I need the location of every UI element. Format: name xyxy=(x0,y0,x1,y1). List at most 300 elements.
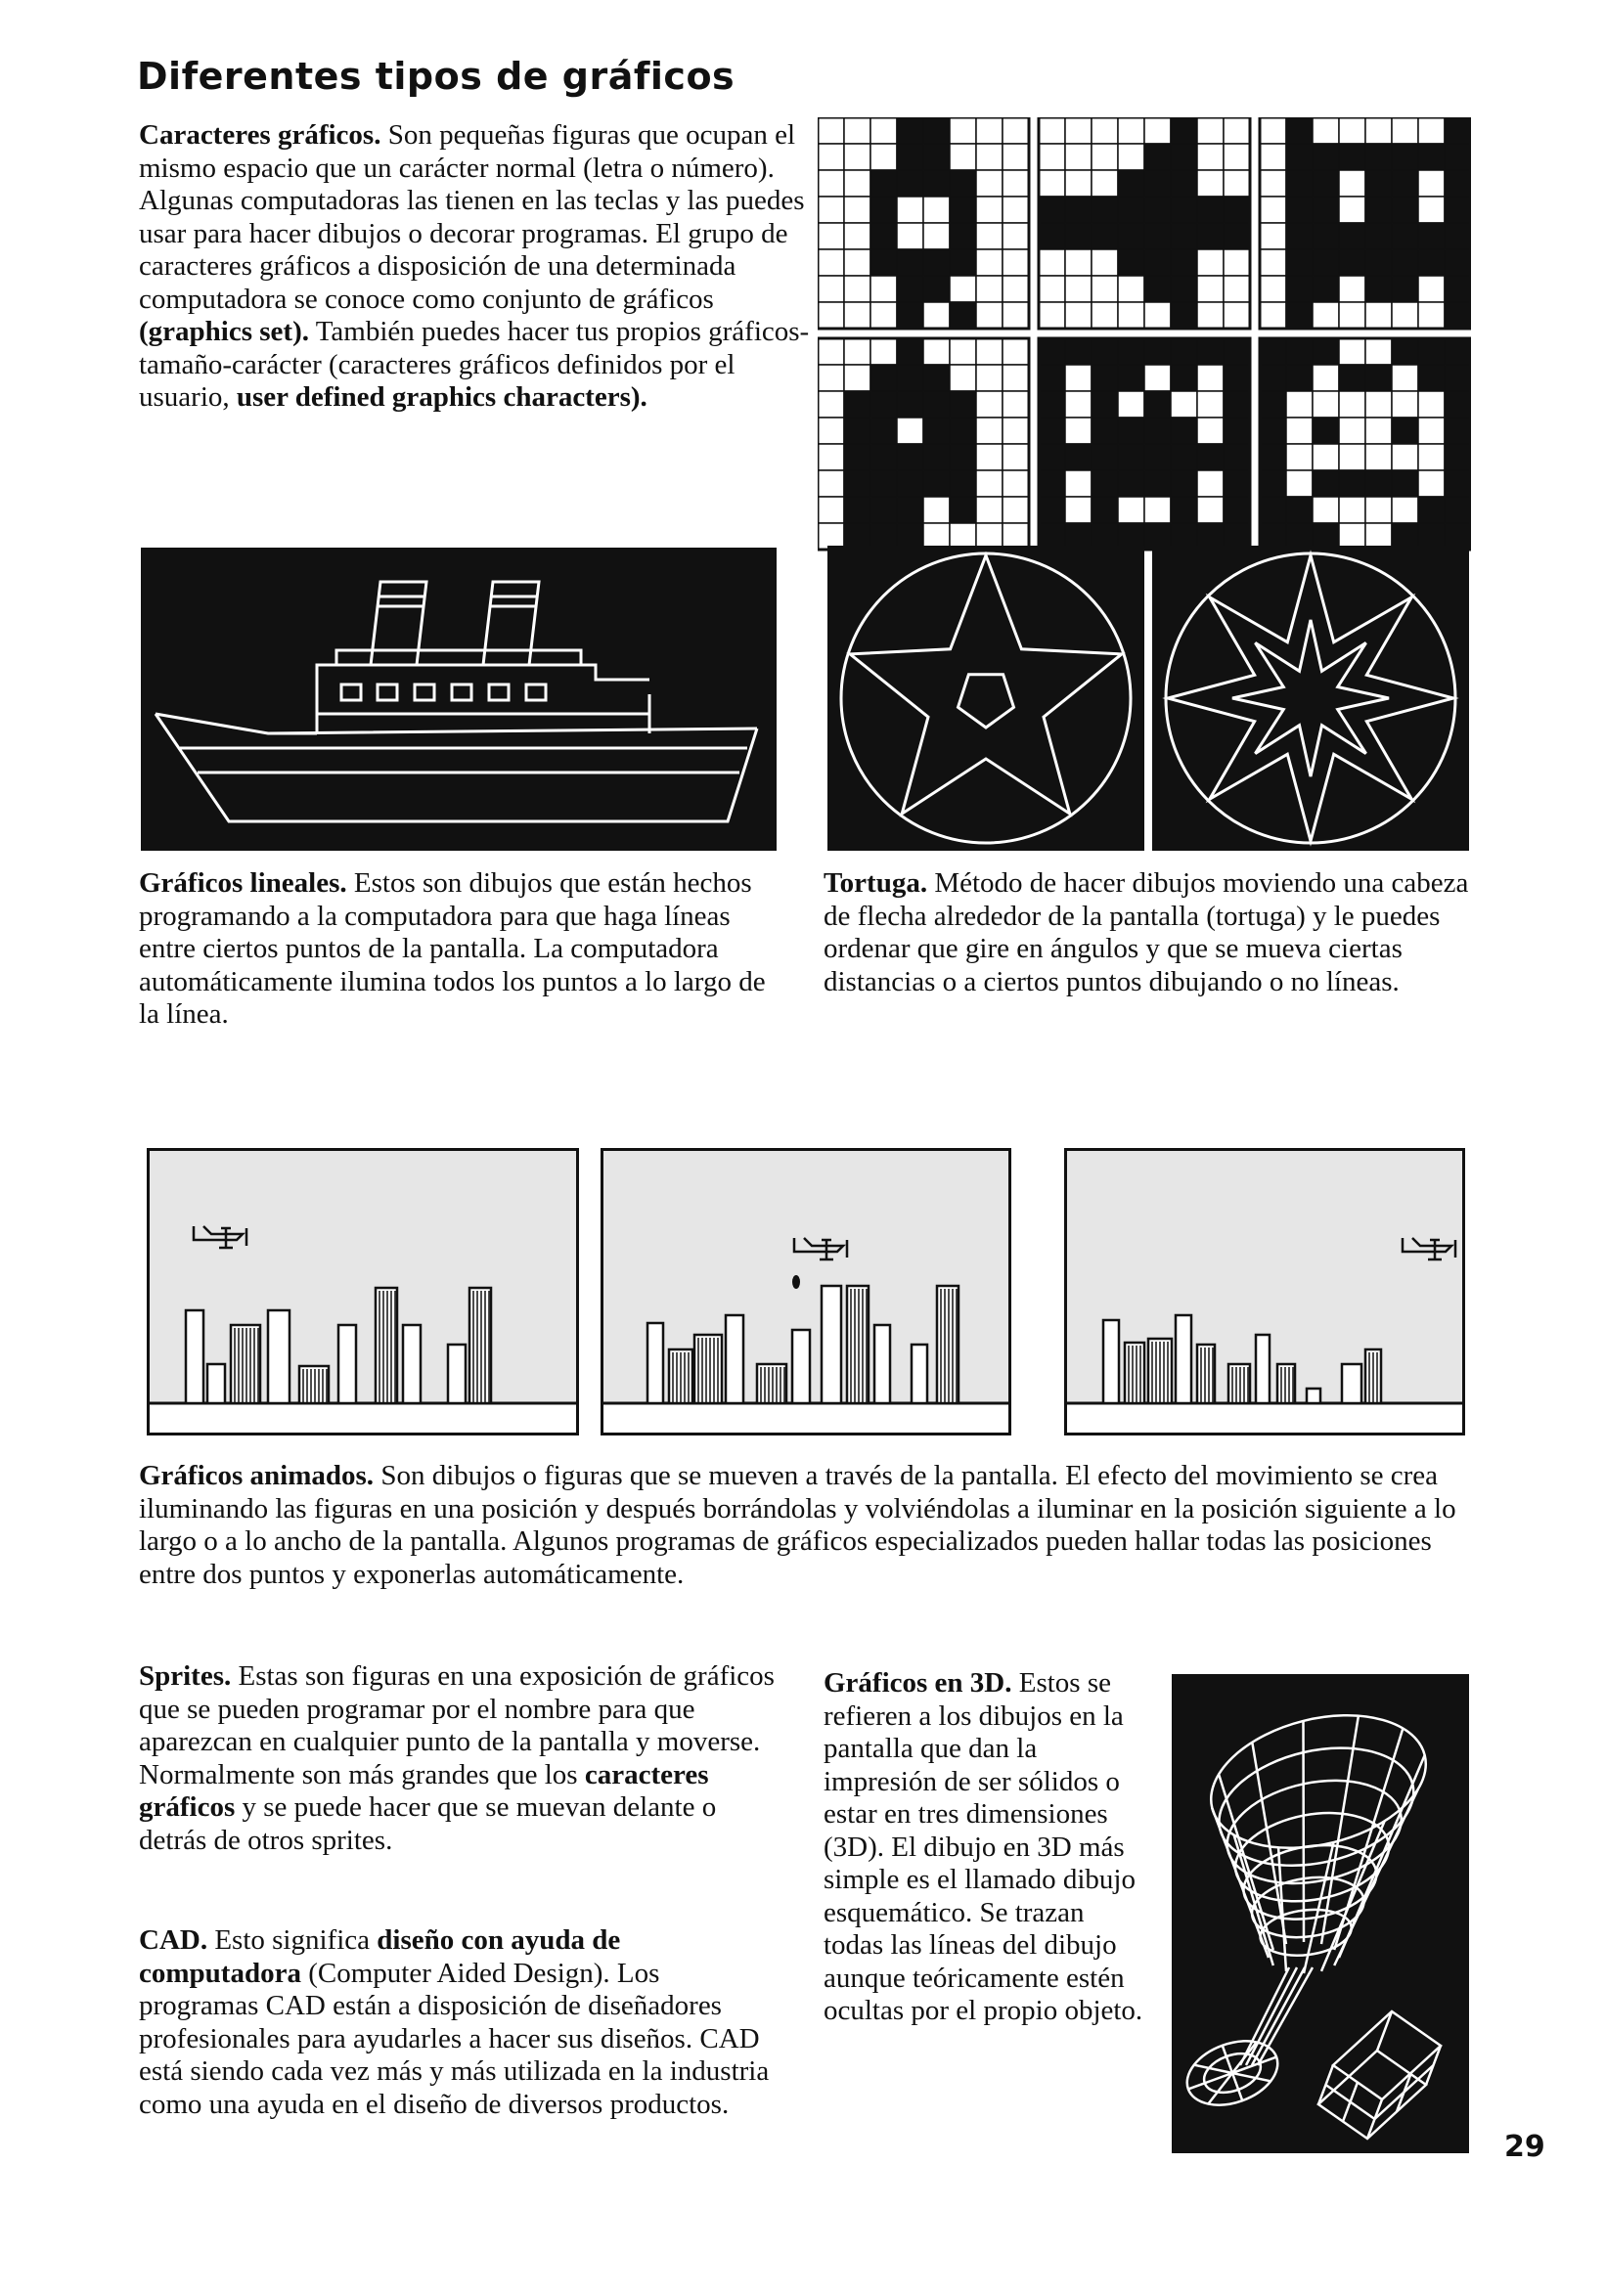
grid-cell xyxy=(1092,249,1118,276)
grid-cell xyxy=(923,470,950,497)
grid-cell xyxy=(1171,391,1197,418)
grid-cell xyxy=(1197,470,1224,497)
grid-cell xyxy=(1445,276,1471,302)
grid-cell xyxy=(897,365,923,391)
grid-cell xyxy=(897,418,923,444)
grid-cell xyxy=(1445,302,1471,329)
grid-cell xyxy=(870,302,897,329)
grid-cell xyxy=(1065,276,1092,302)
animation-frame-3 xyxy=(1064,1148,1465,1435)
grid-cell xyxy=(897,117,923,144)
term-cad: CAD. xyxy=(139,1924,208,1956)
character-grid-wreath xyxy=(1260,338,1471,550)
grid-cell xyxy=(1286,170,1313,197)
grid-cell xyxy=(1144,117,1171,144)
animation-frame-1-svg xyxy=(147,1148,579,1435)
grid-cell xyxy=(1003,197,1029,223)
grid-cell xyxy=(897,144,923,170)
grid-cell xyxy=(818,497,844,523)
grid-cell xyxy=(1003,302,1029,329)
grid-cell xyxy=(897,223,923,249)
grid-cell xyxy=(1445,470,1471,497)
grid-cell xyxy=(1286,117,1313,144)
grid-cell xyxy=(976,117,1003,144)
grid-cell xyxy=(1392,470,1418,497)
text-lineales: Estos son dibujos que están hechos programando a la computadora para que haga líneas entre ciertos puntos de la pantalla. La computadora automáticamente ilumina todos los puntos a lo largo de la línea. xyxy=(139,867,766,1030)
grid-cell xyxy=(923,391,950,418)
grid-cell xyxy=(1171,170,1197,197)
grid-cell xyxy=(1392,276,1418,302)
grid-cell xyxy=(1260,276,1286,302)
paragraph-graficos-animados xyxy=(139,1460,1489,1591)
grid-cell xyxy=(1445,338,1471,365)
grid-cell xyxy=(1313,497,1339,523)
grid-cell xyxy=(950,117,976,144)
grid-cell xyxy=(1365,444,1392,470)
grid-cell xyxy=(1365,470,1392,497)
grid-cell xyxy=(1313,302,1339,329)
grid-cell xyxy=(1339,276,1365,302)
grid-cell xyxy=(1197,117,1224,144)
grid-cell xyxy=(1144,338,1171,365)
grid-cell xyxy=(897,391,923,418)
grid-cell xyxy=(1003,223,1029,249)
grid-cell xyxy=(1313,365,1339,391)
grid-cell xyxy=(1260,249,1286,276)
grid-cell xyxy=(1313,418,1339,444)
character-grid-cross xyxy=(1039,117,1250,329)
text-animados: Son dibujos o figuras que se mueven a través de la pantalla. El efecto del movimiento se crea iluminando las figuras en una posición y después borrándolas y volviéndolas a iluminar en la posición siguiente a lo largo o a lo ancho de la pantalla. Algunos programas de gráficos especializados pueden hallar todas las posiciones entre dos puntos y exponerlas automáticamente. xyxy=(139,1460,1456,1590)
grid-cell xyxy=(950,170,976,197)
grid-cell xyxy=(1171,223,1197,249)
turtle-graphics-figure xyxy=(827,546,1469,851)
grid-cell xyxy=(844,302,870,329)
text-sprites-1: Estas son figuras en una exposición de gráficos que se pueden programar por el nombre para que aparezcan en cualquier punto de la pantalla y moverse. Normalmente son más grandes que los xyxy=(139,1660,775,1790)
grid-cell xyxy=(1003,144,1029,170)
grid-cell xyxy=(897,276,923,302)
wireframe-3d-figure xyxy=(1172,1674,1469,2153)
text-tortuga: Método de hacer dibujos moviendo una cabeza de flecha alrededor de la pantalla (tortuga) y le puedes ordenar que gire en ángulos y que se mueva ciertas distancias o a ciertos puntos dibujando o no líneas. xyxy=(824,867,1469,997)
grid-cell xyxy=(1365,338,1392,365)
grid-cell xyxy=(976,144,1003,170)
grid-cell xyxy=(1313,197,1339,223)
grid-cell xyxy=(1118,444,1144,470)
grid-cell xyxy=(1171,302,1197,329)
grid-cell xyxy=(976,276,1003,302)
grid-cell xyxy=(1445,170,1471,197)
grid-cell xyxy=(1118,197,1144,223)
grid-cell xyxy=(1118,338,1144,365)
grid-cell xyxy=(1339,497,1365,523)
animation-frame-2 xyxy=(601,1148,1011,1435)
grid-cell xyxy=(1339,223,1365,249)
grid-cell xyxy=(1260,497,1286,523)
grid-cell xyxy=(1365,497,1392,523)
grid-cell xyxy=(1003,391,1029,418)
grid-cell xyxy=(844,276,870,302)
grid-cell xyxy=(1418,144,1445,170)
grid-cell xyxy=(1039,391,1065,418)
grid-cell xyxy=(870,470,897,497)
grid-cell xyxy=(1418,444,1445,470)
grid-cell xyxy=(1039,338,1065,365)
grid-cell xyxy=(976,302,1003,329)
text-sprites-2: y se puede hacer que se muevan delante o detrás de otros sprites. xyxy=(139,1791,717,1856)
grid-cell xyxy=(976,249,1003,276)
grid-cell xyxy=(1197,223,1224,249)
grid-cell xyxy=(1144,144,1171,170)
term-sprites: Sprites. xyxy=(139,1660,232,1692)
grid-cell xyxy=(1418,418,1445,444)
grid-cell xyxy=(1171,470,1197,497)
grid-cell xyxy=(1003,497,1029,523)
grid-cell xyxy=(1065,223,1092,249)
grid-cell xyxy=(1365,391,1392,418)
grid-cell xyxy=(1365,197,1392,223)
grid-cell xyxy=(1445,418,1471,444)
grid-cell xyxy=(897,249,923,276)
grid-cell xyxy=(897,497,923,523)
grid-cell xyxy=(923,338,950,365)
grid-cell xyxy=(1197,365,1224,391)
grid-cell xyxy=(950,418,976,444)
grid-cell xyxy=(897,338,923,365)
grid-cell xyxy=(1392,302,1418,329)
grid-cell xyxy=(1286,391,1313,418)
grid-cell xyxy=(1197,391,1224,418)
grid-cell xyxy=(897,302,923,329)
grid-cell xyxy=(818,470,844,497)
grid-cell xyxy=(1092,391,1118,418)
page-title: Diferentes tipos de gráficos xyxy=(137,55,736,98)
grid-cell xyxy=(976,418,1003,444)
grid-cell xyxy=(1260,391,1286,418)
grid-cell xyxy=(844,170,870,197)
paragraph-cad xyxy=(139,1924,784,2121)
grid-cell xyxy=(1118,418,1144,444)
wireframe-svg xyxy=(1172,1674,1469,2153)
grid-cell xyxy=(923,418,950,444)
grid-cell xyxy=(950,223,976,249)
grid-cell xyxy=(1224,365,1250,391)
character-grid-house xyxy=(818,338,1029,550)
grid-cell xyxy=(1197,276,1224,302)
grid-cell xyxy=(1003,249,1029,276)
grid-cell xyxy=(1144,418,1171,444)
grid-cell xyxy=(1224,418,1250,444)
grid-cell xyxy=(1003,365,1029,391)
grid-cell xyxy=(870,391,897,418)
grid-cell xyxy=(1339,391,1365,418)
grid-cell xyxy=(844,249,870,276)
grid-cell xyxy=(1260,444,1286,470)
grid-cell xyxy=(1144,302,1171,329)
grid-cell xyxy=(923,276,950,302)
grid-cell xyxy=(1171,197,1197,223)
grid-cell xyxy=(818,197,844,223)
paragraph-graficos-lineales xyxy=(139,867,784,1032)
grid-cell xyxy=(870,197,897,223)
grid-cell xyxy=(1445,365,1471,391)
term-diseno-con-ayuda: diseño con ayuda de computadora xyxy=(139,1924,621,1989)
grid-cell xyxy=(870,223,897,249)
grid-cell xyxy=(1286,302,1313,329)
grid-cell xyxy=(1260,365,1286,391)
grid-cell xyxy=(976,197,1003,223)
grid-cell xyxy=(1039,144,1065,170)
animation-frame-3-svg xyxy=(1064,1148,1465,1435)
text-caracteres-2: También puedes hacer tus propios gráficos-tamaño-carácter (caracteres gráficos definidos por el usuario, xyxy=(139,316,810,413)
grid-cell xyxy=(844,144,870,170)
grid-cell xyxy=(844,197,870,223)
grid-cell xyxy=(818,365,844,391)
grid-cell xyxy=(1339,170,1365,197)
grid-cell xyxy=(1313,170,1339,197)
grid-cell xyxy=(1224,391,1250,418)
grid-cell xyxy=(923,170,950,197)
grid-cell xyxy=(870,418,897,444)
grid-cell xyxy=(1392,197,1418,223)
grid-cell xyxy=(818,276,844,302)
grid-cell xyxy=(1365,117,1392,144)
term-graficos-lineales: Gráficos lineales. xyxy=(139,867,347,899)
grid-cell xyxy=(950,249,976,276)
grid-cell xyxy=(1144,249,1171,276)
grid-cell xyxy=(1039,197,1065,223)
grid-cell xyxy=(1118,276,1144,302)
grid-cell xyxy=(1286,497,1313,523)
grid-cell xyxy=(1286,144,1313,170)
grid-cell xyxy=(1118,223,1144,249)
grid-cell xyxy=(1171,338,1197,365)
text-cad-1: Esto significa xyxy=(207,1924,378,1956)
grid-cell xyxy=(1365,223,1392,249)
grid-cell xyxy=(1418,391,1445,418)
grid-cell xyxy=(1092,197,1118,223)
animation-frame-2-svg xyxy=(601,1148,1011,1435)
grid-cell xyxy=(1339,144,1365,170)
grid-cell xyxy=(1065,197,1092,223)
grid-cell xyxy=(1224,302,1250,329)
grid-cell xyxy=(1365,365,1392,391)
grid-cell xyxy=(1418,170,1445,197)
grid-cell xyxy=(1118,497,1144,523)
grid-cell xyxy=(1339,470,1365,497)
grid-cell xyxy=(1286,223,1313,249)
character-grid-invader xyxy=(1260,117,1471,329)
grid-cell xyxy=(1260,418,1286,444)
grid-cell xyxy=(1313,117,1339,144)
grid-cell xyxy=(1418,276,1445,302)
grid-cell xyxy=(1144,497,1171,523)
grid-cell xyxy=(1197,497,1224,523)
character-grid-face xyxy=(818,117,1029,329)
grid-cell xyxy=(1313,470,1339,497)
grid-cell xyxy=(1039,302,1065,329)
paragraph-sprites xyxy=(139,1660,784,1857)
character-grids-figure xyxy=(818,117,1471,557)
grid-cell xyxy=(1365,276,1392,302)
grid-cell xyxy=(1286,470,1313,497)
grid-cell xyxy=(976,444,1003,470)
grid-cell xyxy=(1171,144,1197,170)
grid-cell xyxy=(1092,338,1118,365)
grid-cell xyxy=(1092,497,1118,523)
grid-cell xyxy=(1392,170,1418,197)
grid-cell xyxy=(818,302,844,329)
grid-cell xyxy=(1039,117,1065,144)
grid-cell xyxy=(1224,144,1250,170)
grid-cell xyxy=(844,391,870,418)
grid-cell xyxy=(1171,249,1197,276)
grid-cell xyxy=(1144,365,1171,391)
grid-cell xyxy=(818,418,844,444)
grid-cell xyxy=(1144,391,1171,418)
text-caracteres-1: Son pequeñas figuras que ocupan el mismo espacio que un carácter normal (letra o número). Algunas computadoras las tienen en las teclas y las puedes usar para hacer dibujos o decorar programas. El grupo de caracteres gráficos a disposición de una determinada computadora se conoce como conjunto de gráficos xyxy=(139,119,805,315)
grid-cell xyxy=(1445,144,1471,170)
grid-cell xyxy=(1039,444,1065,470)
paragraph-caracteres-graficos xyxy=(139,119,824,415)
grid-cell xyxy=(1092,302,1118,329)
grid-cell xyxy=(976,497,1003,523)
grid-cell xyxy=(1092,444,1118,470)
grid-cell xyxy=(1392,117,1418,144)
grid-cell xyxy=(1445,197,1471,223)
grid-cell xyxy=(1260,223,1286,249)
grid-cell xyxy=(1039,170,1065,197)
grid-cell xyxy=(1339,444,1365,470)
grid-cell xyxy=(1224,470,1250,497)
grid-cell xyxy=(1065,497,1092,523)
grid-cell xyxy=(1065,302,1092,329)
grid-cell xyxy=(1392,444,1418,470)
grid-cell xyxy=(1260,144,1286,170)
grid-cell xyxy=(1197,144,1224,170)
grid-cell xyxy=(1418,497,1445,523)
grid-cell xyxy=(1392,391,1418,418)
grid-cell xyxy=(844,444,870,470)
grid-cell xyxy=(1224,117,1250,144)
grid-cell xyxy=(1445,117,1471,144)
grid-cell xyxy=(1365,170,1392,197)
grid-cell xyxy=(1065,117,1092,144)
character-grids-svg xyxy=(818,117,1471,557)
grid-cell xyxy=(1224,197,1250,223)
grid-cell xyxy=(1171,117,1197,144)
grid-cell xyxy=(844,223,870,249)
grid-cell xyxy=(950,197,976,223)
grid-cell xyxy=(1418,249,1445,276)
grid-cell xyxy=(1365,418,1392,444)
grid-cell xyxy=(1392,249,1418,276)
text-3d: Estos se refieren a los dibujos en la pantalla que dan la impresión de ser sólidos o estar en tres dimensiones (3D). El dibujo en 3D más simple es el llamado dibujo esquemático. Se trazan todas las líneas del dibujo aunque teóricamente estén ocultas por el propio objeto. xyxy=(824,1667,1143,2026)
grid-cell xyxy=(1339,365,1365,391)
grid-cell xyxy=(1339,302,1365,329)
grid-cell xyxy=(1144,444,1171,470)
grid-cell xyxy=(1260,338,1286,365)
grid-cell xyxy=(1118,302,1144,329)
grid-cell xyxy=(1260,302,1286,329)
grid-cell xyxy=(870,276,897,302)
grid-cell xyxy=(976,391,1003,418)
grid-cell xyxy=(844,470,870,497)
grid-cell xyxy=(1039,470,1065,497)
grid-cell xyxy=(1339,338,1365,365)
grid-cell xyxy=(844,365,870,391)
grid-cell xyxy=(923,223,950,249)
grid-cell xyxy=(1092,470,1118,497)
bomb-sprite xyxy=(792,1275,800,1289)
grid-cell xyxy=(923,249,950,276)
grid-cell xyxy=(1197,338,1224,365)
grid-cell xyxy=(1118,117,1144,144)
grid-cell xyxy=(1003,444,1029,470)
grid-cell xyxy=(1286,276,1313,302)
grid-cell xyxy=(1418,365,1445,391)
grid-cell xyxy=(1144,276,1171,302)
paragraph-graficos-3d xyxy=(824,1667,1146,2028)
grid-cell xyxy=(923,365,950,391)
grid-cell xyxy=(1260,170,1286,197)
grid-cell xyxy=(976,470,1003,497)
grid-cell xyxy=(1392,223,1418,249)
grid-cell xyxy=(1365,302,1392,329)
grid-cell xyxy=(950,302,976,329)
grid-cell xyxy=(1418,302,1445,329)
grid-cell xyxy=(1171,365,1197,391)
grid-cell xyxy=(1092,418,1118,444)
ship-svg xyxy=(141,548,777,851)
grid-cell xyxy=(950,144,976,170)
grid-cell xyxy=(1286,365,1313,391)
grid-cell xyxy=(1039,497,1065,523)
grid-cell xyxy=(1224,497,1250,523)
grid-cell xyxy=(1313,249,1339,276)
term-graficos-3d: Gráficos en 3D. xyxy=(824,1667,1012,1699)
grid-cell xyxy=(950,444,976,470)
grid-cell xyxy=(1039,223,1065,249)
grid-cell xyxy=(1039,249,1065,276)
grid-cell xyxy=(950,391,976,418)
grid-cell xyxy=(1445,497,1471,523)
grid-cell xyxy=(897,444,923,470)
grid-cell xyxy=(1418,223,1445,249)
grid-cell xyxy=(1197,444,1224,470)
animation-frame-1 xyxy=(147,1148,579,1435)
grid-cell xyxy=(1445,223,1471,249)
grid-cell xyxy=(844,418,870,444)
grid-cell xyxy=(1339,418,1365,444)
grid-cell xyxy=(1197,302,1224,329)
grid-cell xyxy=(1171,418,1197,444)
grid-cell xyxy=(1418,470,1445,497)
grid-cell xyxy=(1224,170,1250,197)
grid-cell xyxy=(950,497,976,523)
grid-cell xyxy=(897,170,923,197)
paragraph-tortuga xyxy=(824,867,1489,998)
grid-cell xyxy=(1418,338,1445,365)
grid-cell xyxy=(1365,249,1392,276)
grid-cell xyxy=(923,444,950,470)
grid-cell xyxy=(1144,223,1171,249)
grid-cell xyxy=(1065,444,1092,470)
grid-cell xyxy=(1260,117,1286,144)
grid-cell xyxy=(1003,418,1029,444)
grid-cell xyxy=(1092,117,1118,144)
grid-cell xyxy=(1392,365,1418,391)
grid-cell xyxy=(1260,470,1286,497)
grid-cell xyxy=(1118,470,1144,497)
